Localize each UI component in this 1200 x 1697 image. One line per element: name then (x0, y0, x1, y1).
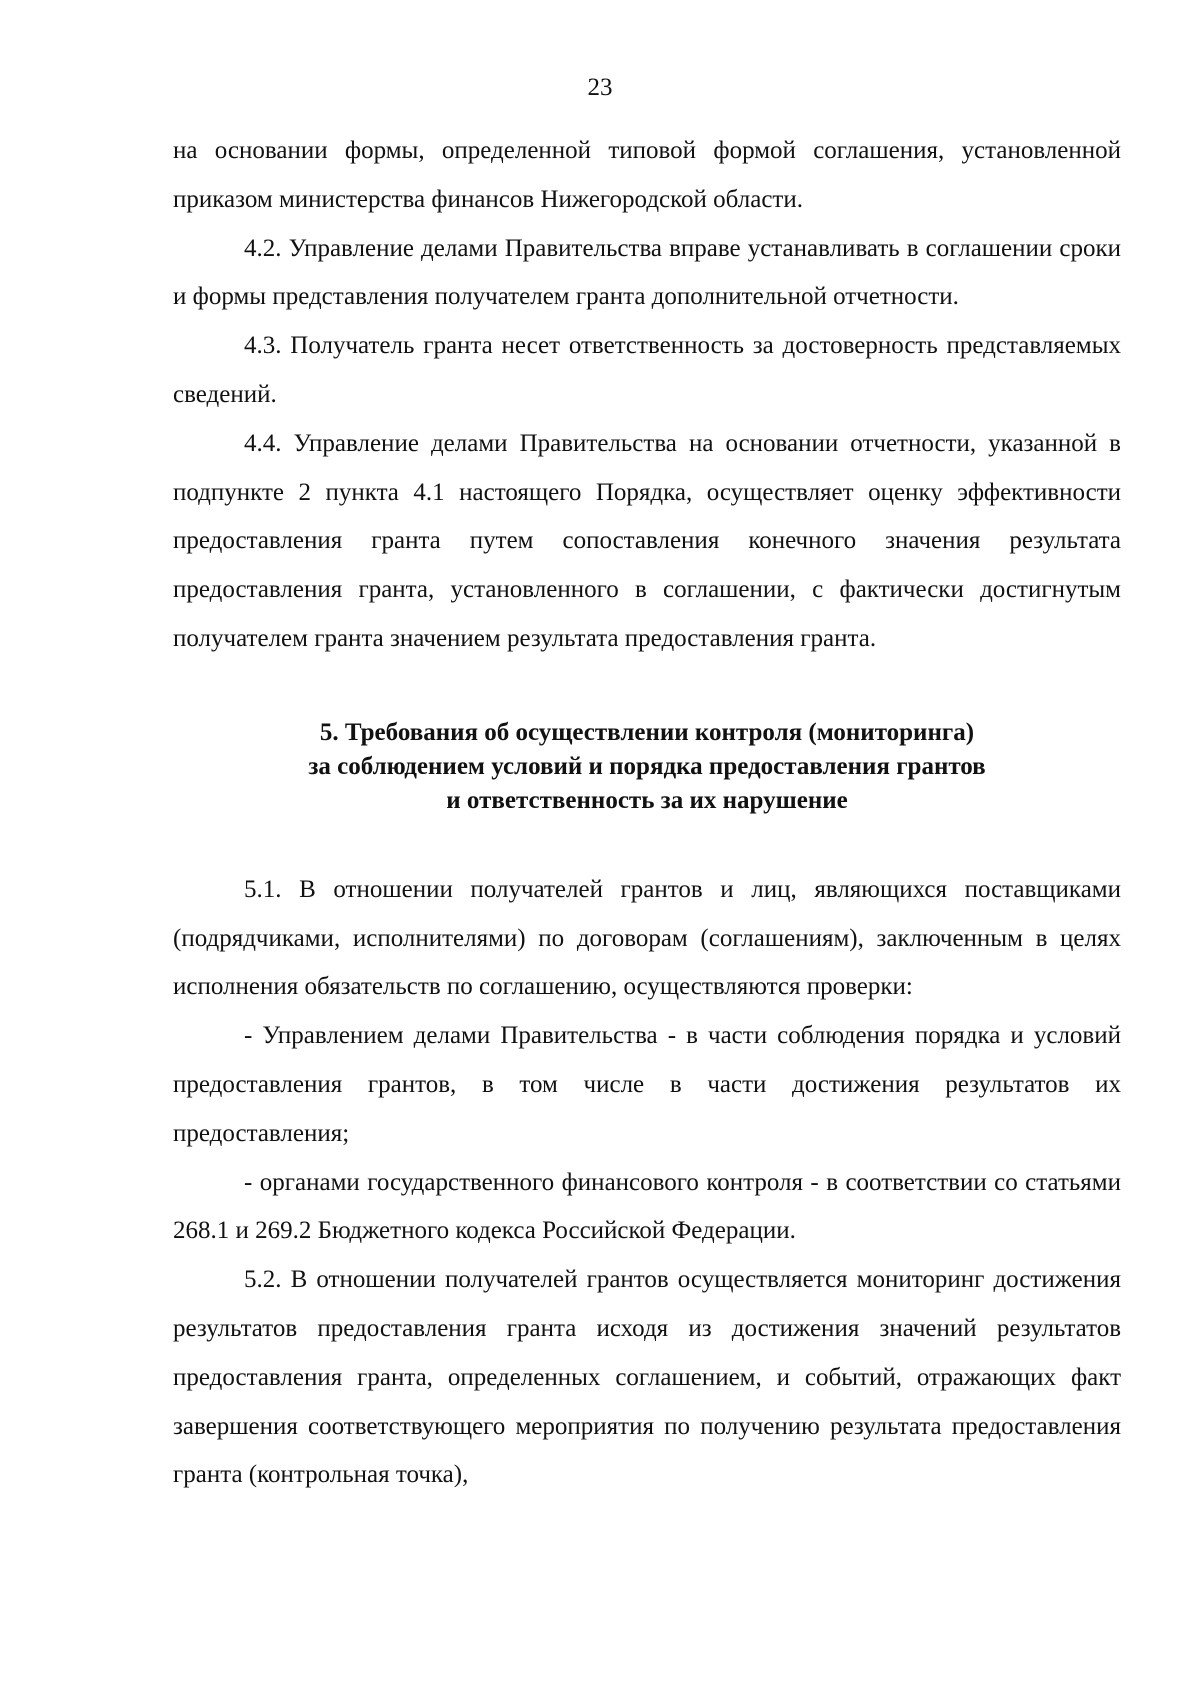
document-body (173, 127, 1121, 1500)
paragraph-4-4: 4.4. Управление делами Правительства на основании отчетности, указанной в подпункте 2 пункта 4.1 настоящего Порядка, осуществляет оценку эффективности предоставления гранта путем сопоставления конечного значения результата предоставления гранта, установленного в соглашении, с фактически достигнутым получателем гранта значением результата предоставления гранта. (173, 429, 1121, 652)
list-item-management: - Управлением делами Правительства - в части соблюдения порядка и условий предоставления грантов, в том числе в части достижения результатов их предоставления; (173, 1022, 1121, 1147)
section-heading-line: за соблюдением условий и порядка предоставления грантов (308, 752, 986, 780)
paragraph-5-1: 5.1. В отношении получателей грантов и лиц, являющихся поставщиками (подрядчиками, исполнителями) по договорам (соглашениям), заключенным в целях исполнения обязательств по соглашению, осуществляются проверки: (173, 875, 1121, 1001)
paragraph-4-3: 4.3. Получатель гранта несет ответственность за достоверность представляемых сведений. (173, 332, 1121, 408)
list-item-financial-control: - органами государственного финансового контроля - в соответствии со статьями 268.1 и 269.2 Бюджетного кодекса Российской Федерации. (173, 1168, 1121, 1245)
page-number: 23 (587, 74, 613, 101)
paragraph-5-2: 5.2. В отношении получателей грантов осуществляется мониторинг достижения результатов предоставления гранта исходя из достижения значений результатов предоставления гранта, определенных соглашением, и событий, отражающих факт завершения соответствующего мероприятия по получению результата предоставления гранта (контрольная точка), (173, 1266, 1121, 1489)
section-heading-line: 5. Требования об осуществлении контроля (мониторинга) (319, 718, 975, 746)
paragraph-continuation: на основании формы, определенной типовой формой соглашения, установленной приказом министерства финансов Нижегородской области. (173, 137, 1121, 213)
section-heading-line: и ответственность за их нарушение (446, 786, 848, 814)
section-5-heading (173, 716, 1121, 818)
paragraph-4-2: 4.2. Управление делами Правительства вправе устанавливать в соглашении сроки и формы представления получателем гранта дополнительной отчетности. (173, 234, 1121, 311)
